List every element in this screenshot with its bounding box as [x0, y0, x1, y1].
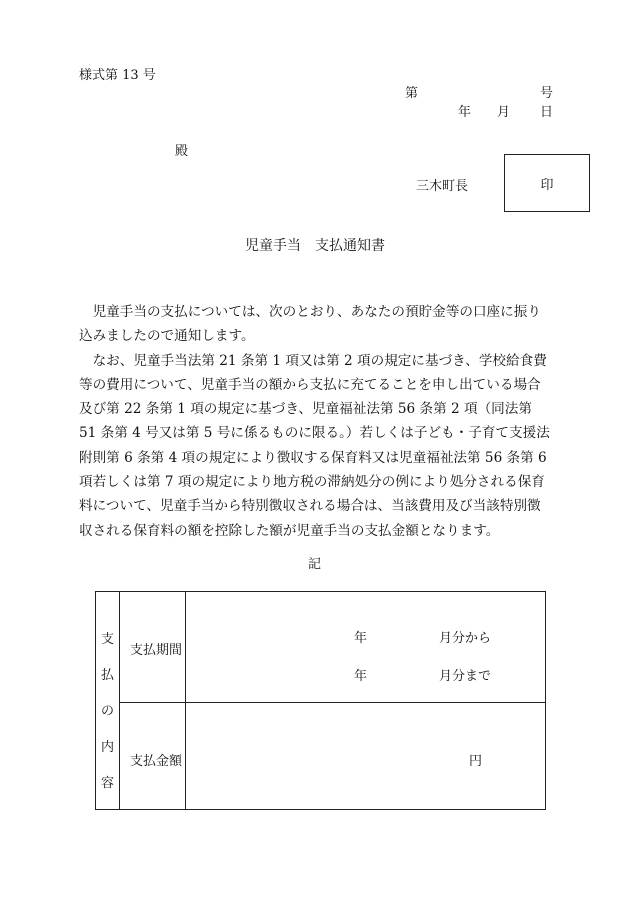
ki-marker: 記 [308, 557, 322, 572]
amount-label: 支払金額 [130, 754, 183, 769]
addressee-honorific: 殿 [175, 144, 189, 159]
table-divider-vertical-1 [119, 592, 120, 809]
table-divider-vertical-2 [185, 592, 186, 809]
period-to-year: 年 [354, 669, 368, 684]
side-label-char: 払 [100, 668, 114, 683]
body-paragraph-2: なお、児童手当法第 21 条第 1 項又は第 2 項の規定に基づき、学校給食費等の費用について、児童手当の額から支払に充てることを申し出ている場合及び第 22 条第 1 項の規定に基づき、児童福祉法第 56 条第 2 項（同法第 51 条第 4 号又は第 5 号に係るものに限る。）若しくは子ども・子育て支援法附則第 6 条第 4 項の規定により徴収する保育料又は児童福祉法第 56 条第 6 項若しくは第 7 項の規定により地方税の滞納処分の例により処分される保育料について、児童手当から特別徴収される場合は、当該費用及び当該特別徴収される保育料の額を控除した額が児童手当の支払金額となります。 [79, 352, 550, 539]
document-number-prefix: 第 [405, 86, 419, 101]
period-from-month: 月分から [439, 631, 492, 646]
side-label-char: の [100, 704, 114, 719]
date-year-label: 年 [458, 105, 472, 120]
seal-label: 印 [540, 177, 554, 193]
period-label: 支払期間 [130, 643, 183, 658]
document-title: 児童手当 支払通知書 [245, 238, 385, 254]
document-number-suffix: 号 [540, 86, 554, 101]
side-label-char: 支 [100, 632, 114, 647]
seal-box [504, 154, 590, 212]
body-paragraph-1: 児童手当の支払については、次のとおり、あなたの預貯金等の口座に振り込みましたので通知します。 [79, 304, 541, 345]
table-divider-horizontal [119, 702, 545, 703]
side-label-char: 内 [100, 740, 114, 755]
issuer-name: 三木町長 [416, 179, 469, 194]
date-day-label: 日 [540, 105, 554, 120]
body-text [79, 300, 553, 543]
side-label-char: 容 [100, 776, 114, 791]
form-number: 様式第 13 号 [79, 68, 156, 83]
date-month-label: 月 [497, 105, 511, 120]
amount-unit: 円 [469, 754, 483, 769]
payment-details-table [95, 591, 546, 810]
period-to-month: 月分まで [439, 669, 492, 684]
period-from-year: 年 [354, 631, 368, 646]
